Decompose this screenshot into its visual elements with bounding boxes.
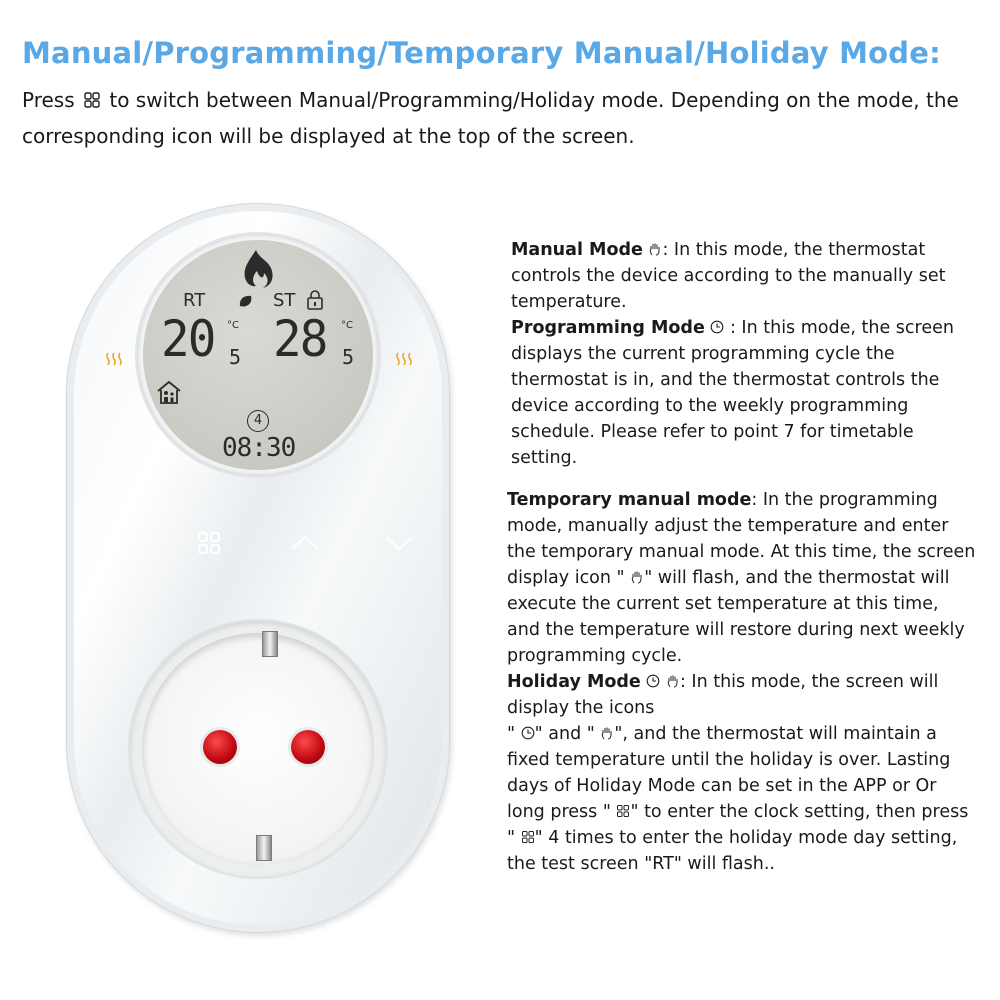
hand-icon [630,570,644,584]
heat-wave-icon [104,351,124,367]
clock-icon [710,320,724,334]
lcd-screen [143,240,373,470]
grid-icon [521,830,535,844]
socket-well [142,633,374,865]
holiday-mode-text-6: " 4 times to enter the holiday mode day setting, the test screen "RT" will flash.. [507,828,958,874]
manual-mode-label: Manual Mode [511,240,643,260]
programming-mode-label: Programming Mode [511,318,705,338]
earth-clip-bottom [256,835,272,861]
temporary-manual-text-2: " will flash, and the thermostat will execute the current set temperature at this time, and the temperature will restore during next weekly programming cycle. [507,568,965,666]
thermostat-plug [66,203,450,933]
intro-text [22,82,982,154]
st-label: ST [273,290,296,311]
grid-icon [616,804,630,818]
clock-icon [646,674,660,688]
lock-icon [306,290,324,310]
heat-wave-icon [394,351,414,367]
pin-hole-left [203,730,237,764]
set-temp-decimal: 5 [342,345,355,369]
manual-mode-section [511,237,971,471]
room-temp-main: 20 [161,310,215,368]
temporary-manual-section [507,487,977,877]
chevron-up-icon[interactable] [290,528,320,558]
room-temp-unit: °C [227,320,239,331]
clock-icon [521,726,535,740]
holiday-mode-text-2: " [507,724,516,744]
hand-icon [648,242,662,256]
pin-hole-right [291,730,325,764]
intro-after: to switch between Manual/Programming/Holiday mode. Depending on the mode, the corresponding icon will be displayed at the top of the screen. [22,88,959,148]
power-icon[interactable] [102,528,132,558]
holiday-mode-text-5: " to enter the clock setting, then press " [507,802,969,848]
power-socket [130,621,386,877]
programming-mode-text: : In this mode, the screen displays the current programming cycle the thermostat is in, and the thermostat controls the device according to the weekly programming schedule. Please refer to point 7 for timetable setting. [511,318,954,468]
grid-icon[interactable] [194,528,224,558]
set-temp-main: 28 [273,310,327,368]
room-temp-decimal: 5 [229,345,242,369]
chevron-down-icon[interactable] [384,528,414,558]
lcd-bezel [137,234,379,476]
holiday-mode-label: Holiday Mode [507,672,641,692]
holiday-mode-text-4: ", and the thermostat will maintain a fixed temperature until the holiday is over. Lasting days of Holiday Mode can be set in the APP or Or long press " [507,724,951,822]
rt-label: RT [183,290,206,311]
set-temp-unit: °C [341,320,353,331]
hand-icon [600,726,614,740]
hand-icon [666,674,680,688]
earth-clip-top [262,631,278,657]
holiday-mode-text-3: " and " [534,724,595,744]
grid-icon [83,91,101,109]
program-period: 4 [247,410,269,432]
device-face [74,211,442,925]
house-icon [155,378,183,406]
temporary-manual-label: Temporary manual mode [507,490,752,510]
manual-mode-text: : In this mode, the thermostat controls the device according to the manually set temperature. [511,240,946,312]
clock-time: 08:30 [222,433,296,463]
temporary-manual-text-1: : In the programming mode, manually adjust the temperature and enter the temporary manual mode. At this time, the screen display icon " [507,490,976,588]
intro-before: Press [22,88,75,112]
holiday-mode-text-1: : In this mode, the screen will display the icons [507,672,939,718]
page-title: Manual/Programming/Temporary Manual/Holiday Mode: [22,36,941,70]
leaf-icon [240,296,251,307]
